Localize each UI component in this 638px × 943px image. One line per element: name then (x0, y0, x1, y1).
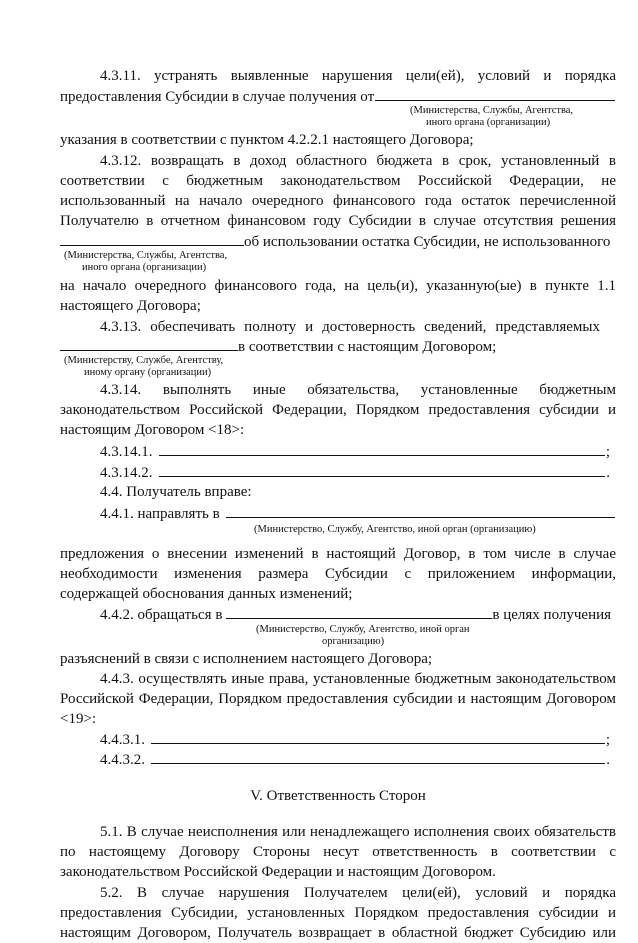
clause-4-4-3-line-2: Российской Федерации, Порядком предоставления субсидии и настоящим Договором (60, 691, 616, 707)
clause-5-1-line-1: 5.1. В случае неисполнения или ненадлежащего исполнения своих обязательств (100, 824, 616, 840)
blank-field (226, 604, 492, 619)
clause-4-3-11-line-1: 4.3.11. устранять выявленные нарушения цели(ей), условий и порядка (100, 68, 616, 84)
clause-4-3-14-line-3: настоящим Договором <18>: (60, 422, 245, 438)
clause-5-1-line-2: по настоящему Договору Стороны несут ответственность в соответствии с (60, 844, 616, 860)
field-caption: (Министерство, Службу, Агентство, иной орган (256, 624, 470, 635)
field-caption: иного органа (организации) (82, 262, 207, 273)
clause-4-4-1-line-3: необходимости изменения размера Субсидии с приложением информации, (60, 566, 616, 582)
clause-4-3-12-line-4: Получателю в отчетном финансовом году Субсидии в случае отсутствия решения (60, 213, 616, 229)
clause-4-3-12-line-3: использованный на начало очередного финансового года остаток перечисленной (60, 193, 616, 209)
field-caption: (Министерству, Службе, Агентству, (64, 355, 224, 366)
clause-4-3-11-line-3: указания в соответствии с пунктом 4.2.2.1 настоящего Договора; (60, 132, 474, 148)
clause-5-2-line-2: предоставления Субсидии, установленных Порядком предоставления субсидии и (60, 905, 616, 921)
clause-4-4-2-line-1: 4.4.2. обращаться в в целях получения (60, 604, 616, 624)
blank-field (151, 749, 605, 764)
clause-5-2-line-1: 5.2. В случае нарушения Получателем цели(ей), условий и порядка (100, 885, 616, 901)
clause-4-3-12-line-5: об использовании остатка Субсидии, не использованного (60, 231, 616, 251)
clause-4-3-12-line-1: 4.3.12. возвращать в доход областного бюджета в срок, установленный в (100, 153, 616, 169)
clause-4-3-13-line-2: в соответствии с настоящим Договором; (60, 336, 616, 356)
clause-4-3-12-line-7: настоящего Договора; (60, 298, 201, 314)
clause-4-4-2-line-2: разъяснений в связи с исполнением настоящего Договора; (60, 651, 433, 667)
section-heading: V. Ответственность Сторон (250, 788, 426, 804)
clause-4-3-14-line-1: 4.3.14. выполнять иные обязательства, установленные бюджетным (100, 382, 616, 398)
clause-5-2-line-3: настоящим Договором, Получатель возвращает в областной бюджет Субсидию или (60, 925, 616, 941)
blank-field (159, 462, 606, 477)
clause-4-3-14-line-2: законодательством Российской Федерации, Порядком предоставления субсидии и (60, 402, 616, 418)
clause-4-3-14-1: 4.3.14.1. ; (60, 441, 610, 461)
field-caption: (Министерства, Службы, Агентства, (64, 250, 228, 261)
blank-field (151, 729, 605, 744)
clause-4-3-11-line-2: предоставления Субсидии в случае получения от (60, 86, 616, 106)
blank-field (226, 503, 615, 518)
blank-field (60, 336, 238, 351)
field-caption: иному органу (организации) (84, 367, 212, 378)
clause-4-3-12-line-6: на начало очередного финансового года, на цель(и), указанную(ые) в пункте 1.1 (60, 278, 616, 294)
field-caption: иного органа (организации) (426, 117, 551, 128)
blank-field (375, 86, 615, 101)
field-caption: (Министерства, Службы, Агентства, (410, 105, 574, 116)
field-caption: (Министерство, Службу, Агентство, иной орган (организацию) (254, 524, 536, 535)
clause-4-4-3-1: 4.4.3.1. ; (60, 729, 610, 749)
clause-4-3-14-2: 4.3.14.2. . (60, 462, 610, 482)
clause-4-4-3-line-1: 4.4.3. осуществлять иные права, установленные бюджетным законодательством (100, 671, 616, 687)
clause-4-4-1-line-2: предложения о внесении изменений в настоящий Договор, в том числе в случае (60, 546, 616, 562)
clause-4-4-3-2: 4.4.3.2. . (60, 749, 610, 769)
clause-4-4: 4.4. Получатель вправе: (100, 484, 252, 500)
blank-field (60, 231, 244, 246)
clause-4-3-13-line-1: 4.3.13. обеспечивать полноту и достоверность сведений, представляемых (100, 319, 600, 335)
clause-5-1-line-3: законодательством Российской Федерации и настоящим Договором. (60, 864, 496, 880)
clause-4-4-1-line-1: 4.4.1. направлять в (60, 503, 616, 523)
field-caption: организацию) (322, 636, 385, 647)
blank-field (159, 441, 605, 456)
clause-4-4-3-line-3: <19>: (60, 711, 97, 727)
clause-4-3-12-line-2: соответствии с бюджетным законодательством Российской Федерации, не (60, 173, 616, 189)
clause-4-4-1-line-4: содержащей обоснования данных изменений; (60, 586, 353, 602)
